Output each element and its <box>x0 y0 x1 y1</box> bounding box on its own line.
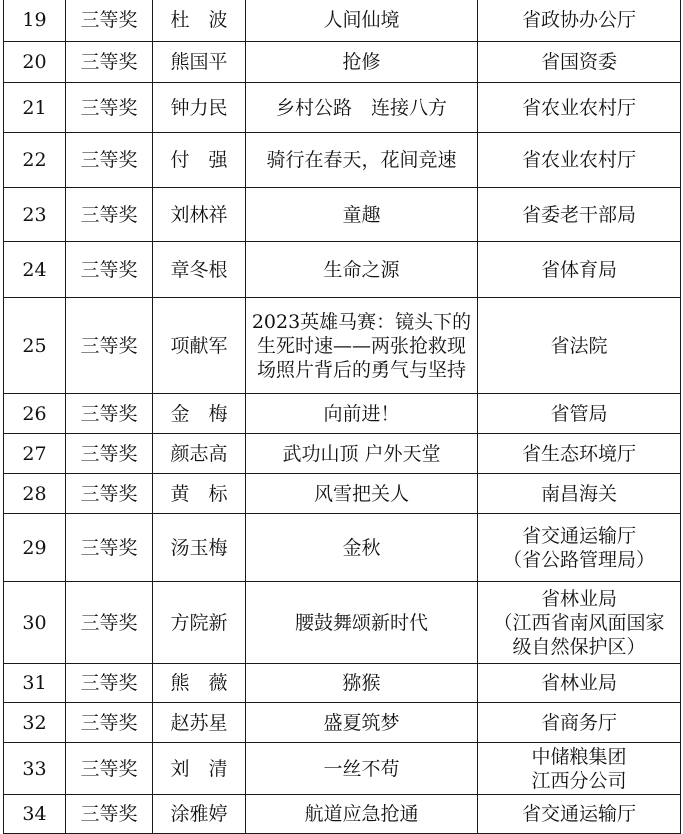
table-row <box>4 42 681 83</box>
unit-line: （省公路管理局） <box>502 548 655 571</box>
author-name <box>153 0 246 42</box>
work-title <box>246 42 478 83</box>
table-row <box>4 394 681 434</box>
row-number-text: 21 <box>22 96 47 119</box>
row-number <box>4 743 66 795</box>
award-level-text: 三等奖 <box>80 149 138 171</box>
row-number <box>4 394 66 434</box>
author-name <box>153 188 246 242</box>
unit-line: 省政协办公厅 <box>521 9 636 31</box>
author-name <box>153 83 246 133</box>
award-level <box>66 133 153 188</box>
work-title-text: 武功山顶 户外天堂 <box>282 442 441 465</box>
unit-line: 省交通运输厅 <box>521 524 636 547</box>
work-title <box>246 242 478 298</box>
work-title <box>246 394 478 434</box>
author-name <box>153 474 246 514</box>
row-number <box>4 703 66 743</box>
row-number <box>4 42 66 83</box>
work-title-text: 金秋 <box>342 536 381 559</box>
work-title-text: 骑行在春天，花间竞速 <box>266 149 457 171</box>
author-name-text: 方院新 <box>170 611 228 634</box>
unit-line: 省林业局 <box>540 672 617 694</box>
award-level <box>66 434 153 474</box>
row-number-text: 34 <box>22 803 47 825</box>
unit-cell <box>478 514 681 582</box>
work-title-text: 2023英雄马赛：镜头下的生死时速——两张抢救现场照片背后的勇气与坚持 <box>251 310 472 381</box>
author-name-text: 颜志高 <box>170 442 228 465</box>
unit-line: 级自然保护区） <box>512 635 646 658</box>
author-name-text: 熊 薇 <box>170 672 228 694</box>
work-title <box>246 582 478 664</box>
author-name-text: 赵苏星 <box>170 711 228 734</box>
row-number <box>4 795 66 834</box>
row-number-text: 28 <box>22 482 47 505</box>
author-name-text: 涂雅婷 <box>170 803 228 825</box>
unit-line: 省生态环境厅 <box>521 442 636 465</box>
award-level <box>66 42 153 83</box>
author-name-text: 金 梅 <box>170 402 228 425</box>
award-level <box>66 743 153 795</box>
author-name <box>153 795 246 834</box>
award-level-text: 三等奖 <box>80 51 138 73</box>
table-row <box>4 434 681 474</box>
unit-line: 省商务厅 <box>540 711 617 734</box>
row-number <box>4 664 66 703</box>
unit-line: 中储粮集团 <box>531 745 627 768</box>
row-number <box>4 434 66 474</box>
award-level-text: 三等奖 <box>80 482 138 505</box>
award-level <box>66 795 153 834</box>
unit-cell <box>478 42 681 83</box>
award-level-text: 三等奖 <box>80 803 138 825</box>
table-row <box>4 743 681 795</box>
award-level-text: 三等奖 <box>80 258 138 281</box>
row-number-text: 22 <box>22 149 47 171</box>
work-title <box>246 514 478 582</box>
awards-table <box>3 0 681 834</box>
unit-cell <box>478 582 681 664</box>
table-row <box>4 298 681 394</box>
work-title <box>246 188 478 242</box>
author-name <box>153 42 246 83</box>
row-number <box>4 474 66 514</box>
award-level <box>66 0 153 42</box>
unit-line: （江西省南风面国家 <box>493 611 665 634</box>
author-name <box>153 242 246 298</box>
row-number <box>4 514 66 582</box>
table-row <box>4 514 681 582</box>
unit-line: 省农业农村厅 <box>521 96 636 119</box>
award-level <box>66 242 153 298</box>
author-name-text: 章冬根 <box>170 258 228 281</box>
work-title <box>246 298 478 394</box>
table-row <box>4 582 681 664</box>
table-row <box>4 83 681 133</box>
row-number-text: 24 <box>22 258 47 281</box>
row-number-text: 19 <box>22 9 47 31</box>
row-number-text: 20 <box>22 51 47 73</box>
unit-line: 江西分公司 <box>531 769 627 792</box>
row-number <box>4 188 66 242</box>
author-name <box>153 582 246 664</box>
unit-cell <box>478 743 681 795</box>
award-level <box>66 298 153 394</box>
unit-line: 省委老干部局 <box>521 203 636 226</box>
work-title <box>246 664 478 703</box>
award-level-text: 三等奖 <box>80 334 138 357</box>
table-row <box>4 0 681 42</box>
row-number-text: 23 <box>22 203 47 226</box>
table-row <box>4 474 681 514</box>
work-title-text: 一丝不苟 <box>323 757 400 780</box>
author-name-text: 项献军 <box>170 334 228 357</box>
row-number <box>4 582 66 664</box>
work-title-text: 抢修 <box>342 51 381 73</box>
row-number-text: 29 <box>22 536 47 559</box>
table-row <box>4 664 681 703</box>
award-level <box>66 664 153 703</box>
unit-cell <box>478 188 681 242</box>
table-row <box>4 133 681 188</box>
table-row <box>4 242 681 298</box>
author-name <box>153 434 246 474</box>
row-number-text: 31 <box>22 672 47 694</box>
unit-cell <box>478 474 681 514</box>
author-name <box>153 298 246 394</box>
author-name <box>153 703 246 743</box>
row-number-text: 27 <box>22 442 47 465</box>
author-name-text: 熊国平 <box>170 51 228 73</box>
author-name <box>153 514 246 582</box>
unit-line: 省体育局 <box>540 258 617 281</box>
row-number-text: 30 <box>22 611 47 634</box>
work-title <box>246 474 478 514</box>
row-number <box>4 242 66 298</box>
award-level-text: 三等奖 <box>80 9 138 31</box>
author-name-text: 黄 标 <box>170 482 228 505</box>
work-title <box>246 743 478 795</box>
row-number-text: 26 <box>22 402 47 425</box>
unit-line: 省国资委 <box>540 51 617 73</box>
table-row <box>4 703 681 743</box>
work-title <box>246 434 478 474</box>
author-name-text: 汤玉梅 <box>170 536 228 559</box>
row-number-text: 25 <box>22 334 47 357</box>
work-title-text: 航道应急抢通 <box>304 803 419 825</box>
unit-line: 省法院 <box>550 334 608 357</box>
row-number <box>4 0 66 42</box>
work-title-text: 童趣 <box>342 203 381 226</box>
row-number-text: 32 <box>22 711 47 734</box>
award-level-text: 三等奖 <box>80 711 138 734</box>
author-name-text: 杜 波 <box>170 9 228 31</box>
unit-cell <box>478 83 681 133</box>
unit-line: 省林业局 <box>540 587 617 610</box>
author-name-text: 钟力民 <box>170 96 228 119</box>
work-title-text: 生命之源 <box>323 258 400 281</box>
award-level <box>66 394 153 434</box>
unit-cell <box>478 795 681 834</box>
unit-line: 南昌海关 <box>540 482 617 505</box>
author-name <box>153 133 246 188</box>
unit-line: 省管局 <box>550 402 608 425</box>
work-title-text: 向前进！ <box>323 402 400 425</box>
author-name <box>153 394 246 434</box>
award-level-text: 三等奖 <box>80 402 138 425</box>
unit-cell <box>478 434 681 474</box>
award-level-text: 三等奖 <box>80 442 138 465</box>
table-row <box>4 795 681 834</box>
row-number <box>4 298 66 394</box>
work-title-text: 风雪把关人 <box>313 482 409 505</box>
award-level-text: 三等奖 <box>80 757 138 780</box>
work-title-text: 猕猴 <box>342 672 381 694</box>
award-level-text: 三等奖 <box>80 203 138 226</box>
unit-line: 省农业农村厅 <box>521 149 636 171</box>
row-number-text: 33 <box>22 757 47 780</box>
award-level-text: 三等奖 <box>80 672 138 694</box>
author-name <box>153 743 246 795</box>
work-title-text: 腰鼓舞颂新时代 <box>294 611 428 634</box>
work-title-text: 盛夏筑梦 <box>323 711 400 734</box>
table-row <box>4 188 681 242</box>
author-name-text: 刘林祥 <box>170 203 228 226</box>
unit-cell <box>478 703 681 743</box>
work-title-text: 乡村公路 连接八方 <box>275 96 447 119</box>
row-number <box>4 83 66 133</box>
award-level-text: 三等奖 <box>80 611 138 634</box>
unit-cell <box>478 664 681 703</box>
unit-cell <box>478 394 681 434</box>
work-title <box>246 703 478 743</box>
award-level <box>66 703 153 743</box>
work-title <box>246 133 478 188</box>
award-level <box>66 83 153 133</box>
award-level <box>66 514 153 582</box>
award-level <box>66 582 153 664</box>
author-name-text: 付 强 <box>170 149 228 171</box>
unit-line: 省交通运输厅 <box>521 803 636 825</box>
unit-cell <box>478 242 681 298</box>
unit-cell <box>478 0 681 42</box>
row-number <box>4 133 66 188</box>
work-title <box>246 0 478 42</box>
awards-table-body <box>4 0 681 834</box>
unit-cell <box>478 133 681 188</box>
award-level <box>66 188 153 242</box>
work-title <box>246 795 478 834</box>
unit-cell <box>478 298 681 394</box>
award-level-text: 三等奖 <box>80 536 138 559</box>
award-level-text: 三等奖 <box>80 96 138 119</box>
author-name-text: 刘 清 <box>170 757 228 780</box>
award-level <box>66 474 153 514</box>
author-name <box>153 664 246 703</box>
work-title-text: 人间仙境 <box>323 9 400 31</box>
work-title <box>246 83 478 133</box>
